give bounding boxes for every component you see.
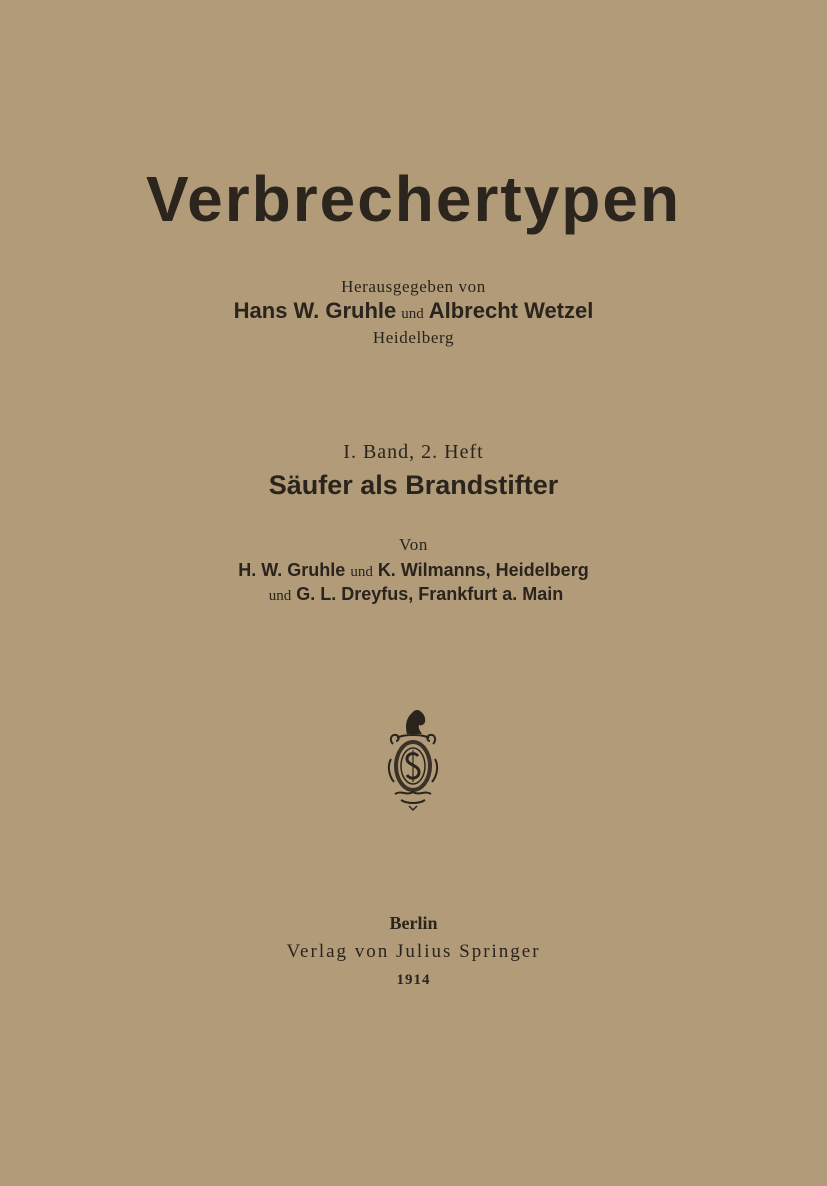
editor-1: Hans W. Gruhle [233,298,397,323]
work-title: Säufer als Brandstifter [268,470,559,500]
springer-knight-emblem-icon [383,704,443,812]
and-word: und [268,588,292,604]
editor-2: Albrecht Wetzel [428,298,594,323]
and-word: und [350,564,373,580]
author-2: K. Wilmanns, Heidelberg [377,560,589,580]
publisher-name: Verlag von Julius Springer [286,941,541,962]
authors-line-1 [0,560,827,581]
author-3: G. L. Dreyfus, Frankfurt a. Main [296,584,564,604]
publisher-city: Berlin [389,913,438,933]
author-1: H. W. Gruhle [238,560,346,580]
by-label: Von [399,535,428,554]
edited-by-label: Herausgegeben von [341,277,486,296]
series-title: Verbrechertypen [145,163,682,235]
and-word: und [401,306,424,322]
editors-line [0,298,827,324]
volume-label: I. Band, 2. Heft [343,441,484,463]
authors-line-2 [0,584,827,605]
editor-place: Heidelberg [372,328,455,347]
publication-year: 1914 [396,972,431,988]
